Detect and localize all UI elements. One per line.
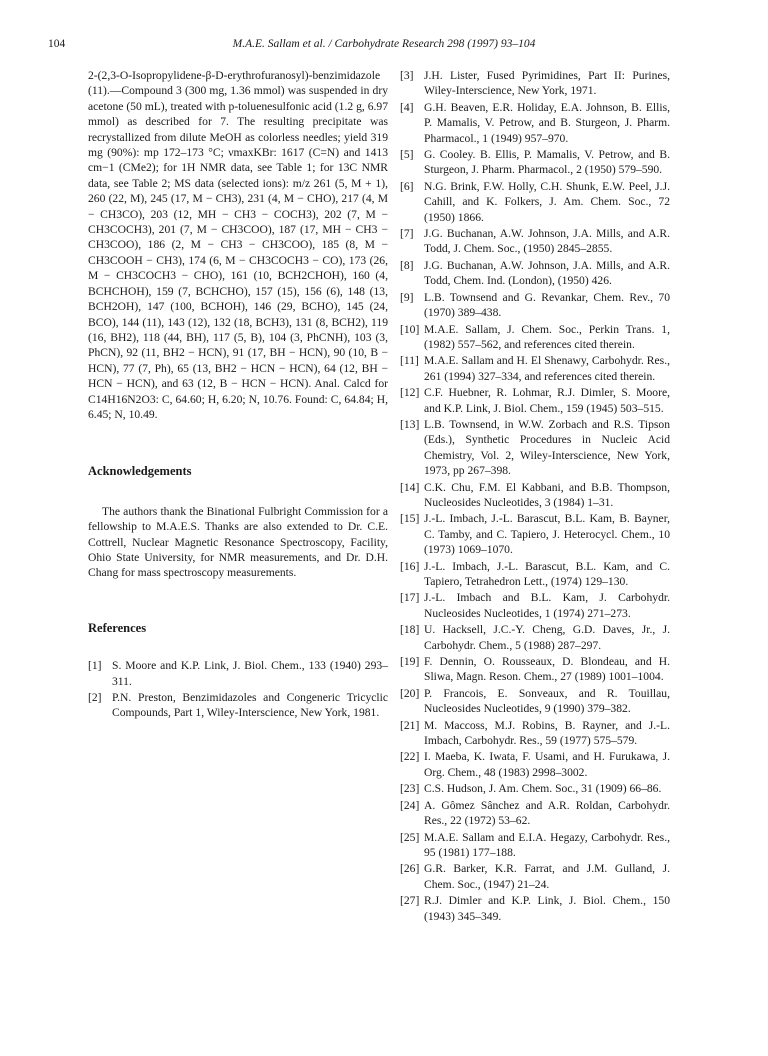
references-heading: References: [88, 620, 147, 635]
reference-item: [88, 658, 388, 689]
reference-number: [12]: [400, 386, 420, 400]
reference-item: [400, 781, 670, 796]
reference-text: M.A.E. Sallam and E.I.A. Hegazy, Carbohydr. Res., 95 (1981) 177–188.: [424, 830, 670, 859]
reference-item: [400, 68, 670, 99]
reference-number: [25]: [400, 830, 420, 844]
reference-number: [13]: [400, 417, 420, 431]
reference-text: P.N. Preston, Benzimidazoles and Congeneric Tricyclic Compounds, Part 1, Wiley-Interscience, New York, 1981.: [112, 691, 388, 720]
reference-number: [1]: [88, 659, 102, 673]
reference-number: [14]: [400, 480, 420, 494]
reference-item: [400, 559, 670, 590]
reference-text: J.-L. Imbach, J.-L. Barascut, B.L. Kam, and C. Tapiero, Tetrahedron Lett., (1974) 129–130.: [424, 559, 670, 588]
reference-item: [400, 353, 670, 384]
reference-item: [400, 718, 670, 749]
reference-number: [10]: [400, 322, 420, 336]
reference-item: [400, 179, 670, 225]
reference-text: M. Maccoss, M.J. Robins, B. Rayner, and J.-L. Imbach, Carbohydr. Res., 59 (1977) 575–579.: [424, 718, 670, 748]
reference-number: [20]: [400, 686, 420, 700]
reference-number: [17]: [400, 591, 420, 605]
left-column: [88, 68, 388, 722]
reference-item: [400, 417, 670, 479]
references-list-right: [400, 68, 670, 924]
reference-text: C.F. Huebner, R. Lohmar, R.J. Dimler, S. Moore, and K.P. Link, J. Biol. Chem., 159 (1945) 503–515.: [424, 386, 670, 415]
reference-number: [18]: [400, 623, 420, 637]
reference-number: [5]: [400, 148, 414, 162]
reference-text: M.A.E. Sallam, J. Chem. Soc., Perkin Trans. 1, (1982) 557–562, and references cited therein.: [424, 322, 670, 351]
reference-item: [400, 147, 670, 178]
page-number: 104: [48, 38, 66, 50]
reference-item: [400, 654, 670, 685]
reference-text: R.J. Dimler and K.P. Link, J. Biol. Chem., 150 (1943) 345–349.: [424, 894, 670, 923]
reference-item: [400, 861, 670, 892]
reference-item: [400, 258, 670, 289]
reference-text: N.G. Brink, F.W. Holly, C.H. Shunk, E.W. Peel, J.J. Cahill, and K. Folkers, J. Am. Chem. Soc., 72 (1950) 1866.: [424, 179, 670, 224]
reference-item: [400, 622, 670, 653]
reference-text: J.-L. Imbach, J.-L. Barascut, B.L. Kam, B. Bayner, C. Tamby, and C. Tapiero, J. Heterocycl. Chem., 10 (1973) 1069–1070.: [424, 512, 670, 557]
reference-item: [400, 590, 670, 621]
reference-item: [400, 798, 670, 829]
reference-number: [7]: [400, 227, 414, 241]
reference-item: [400, 749, 670, 780]
reference-number: [16]: [400, 559, 420, 573]
reference-number: [4]: [400, 100, 414, 114]
reference-text: J.G. Buchanan, A.W. Johnson, J.A. Mills, and A.R. Todd, Chem. Ind. (London), (1950) 426.: [424, 258, 670, 288]
reference-text: J.-L. Imbach and B.L. Kam, J. Carbohydr. Nucleosides Nucleotides, 1 (1974) 271–273.: [424, 591, 670, 620]
reference-number: [15]: [400, 512, 420, 526]
reference-item: [400, 480, 670, 511]
reference-item: [400, 385, 670, 416]
reference-item: [88, 690, 388, 721]
reference-text: S. Moore and K.P. Link, J. Biol. Chem., 133 (1940) 293–311.: [112, 659, 388, 688]
reference-number: [3]: [400, 69, 414, 82]
reference-text: I. Maeba, K. Iwata, F. Usami, and H. Furukawa, J. Org. Chem., 48 (1983) 2998–3002.: [424, 750, 670, 779]
running-header: [48, 38, 720, 56]
reference-number: [2]: [88, 691, 102, 704]
reference-number: [27]: [400, 894, 420, 908]
acknowledgements-text: The authors thank the Binational Fulbright Commission for a fellowship to M.A.E.S. Thanks are also extended to Dr. C.E. Cottrell, Nuclear Magnetic Resonance Spectroscopy, Facility, Ohio State University, for NMR measurements, and Dr. D.H. Chang for mass spectroscopy measurements.: [88, 504, 388, 580]
reference-text: U. Hacksell, J.C.-Y. Cheng, G.D. Daves, Jr., J. Carbohydr. Chem., 5 (1988) 287–297.: [424, 623, 670, 652]
reference-number: [9]: [400, 290, 414, 304]
reference-item: [400, 511, 670, 557]
reference-number: [24]: [400, 798, 420, 812]
reference-text: A. Gômez Sânchez and A.R. Roldan, Carbohydr. Res., 22 (1972) 53–62.: [424, 798, 670, 828]
reference-text: F. Dennin, O. Rousseaux, D. Blondeau, and H. Sliwa, Magn. Reson. Chem., 27 (1989) 1001–1004.: [424, 655, 670, 684]
reference-text: G. Cooley. B. Ellis, P. Mamalis, V. Petrow, and B. Sturgeon, J. Pharm. Pharmacol., 2 (1950) 579–590.: [424, 148, 670, 177]
reference-text: C.S. Hudson, J. Am. Chem. Soc., 31 (1909) 66–86.: [424, 782, 662, 796]
reference-text: L.B. Townsend and G. Revankar, Chem. Rev., 70 (1970) 389–438.: [424, 290, 670, 320]
reference-number: [22]: [400, 750, 420, 764]
running-head: M.A.E. Sallam et al. / Carbohydrate Research 298 (1997) 93–104: [232, 38, 536, 50]
acknowledgements-heading: Acknowledgements: [88, 464, 192, 479]
reference-text: J.G. Buchanan, A.W. Johnson, J.A. Mills, and A.R. Todd, J. Chem. Soc., (1950) 2845–2855.: [424, 227, 670, 256]
reference-text: G.H. Beaven, E.R. Holiday, E.A. Johnson, B. Ellis, P. Mamalis, V. Petrow, and B. Sturgeon, J. Pharm. Pharmacol., 1 (1949) 957–970.: [424, 100, 670, 145]
reference-item: [400, 290, 670, 321]
reference-number: [26]: [400, 862, 420, 876]
reference-number: [21]: [400, 718, 420, 732]
reference-number: [19]: [400, 655, 420, 669]
reference-text: J.H. Lister, Fused Pyrimidines, Part II: Purines, Wiley-Interscience, New York, 1971.: [424, 69, 670, 98]
reference-item: [400, 100, 670, 146]
reference-item: [400, 893, 670, 924]
reference-text: G.R. Barker, K.R. Farrat, and J.M. Gulland, J. Chem. Soc., (1947) 21–24.: [424, 862, 670, 891]
compound-paragraph: 2-(2,3-O-Isopropylidene-β-D-erythrofuranosyl)-benzimidazole (11).—Compound 3 (300 mg, 1.36 mmol) was suspended in dry acetone (50 mL), treated with p-toluenesulfonic acid (1.2 g, 6.97 mmol) as described for 7. The resulting precipitate was recrystallized from dilute MeOH as colorless needles; yield 319 mg (90%): mp 172–173 °C; νmaxKBr: 1617 (C=N) and 1413 cm−1 (CMe2); for 1H NMR data, see Table 1; for 13C NMR data, see Table 2; MS data (selected ions): m/z 261 (5, M + 1), 260 (22, M), 245 (17, M − CH3), 231 (4, M − CHO), 217 (4, M − CH3CO), 203 (12, MH − CH3 − COCH3), 202 (7, M − CH3COCH3), 201 (7, M − CH3COO), 187 (17, MH − CH3 − CH3COO), 186 (2, M − CH3 − CH3COO), 185 (8, M − CH3COOH − CH3), 174 (6, M − CH3COCH3 − CO), 173 (26, M − CH3COCH3 − CHO), 161 (10, BCH2CHOH), 160 (4, BCHCHOH), 159 (7, BCHCHO), 157 (15), 156 (6), 148 (13, BCH2OH), 147 (100, BCHOH), 146 (29, BCHO), 145 (24, BCO), 144 (11), 143 (12), 132 (18, BCH3), 131 (8, BCH2), 119 (16, BH2), 118 (44, BH), 117 (5, B), 104 (3, PhCNH), 103 (3, PhCN), 92 (11, BH2 − HCN), 91 (17, BH − HCN), 90 (10, B − HCN), 77 (7, Ph), 65 (13, BH2 − HCN − HCN), 64 (12, BH − HCN − HCN), and 63 (12, B − HCN − HCN). Anal. Calcd for C14H16N2O3: C, 64.60; H, 6.20; N, 10.76. Found: C, 64.84; H, 6.45; N, 10.49.: [88, 69, 388, 421]
reference-item: [400, 226, 670, 257]
reference-number: [11]: [400, 354, 419, 368]
reference-item: [400, 322, 670, 353]
reference-text: M.A.E. Sallam and H. El Shenawy, Carbohydr. Res., 261 (1994) 327–334, and references cited therein.: [424, 354, 670, 383]
reference-text: C.K. Chu, F.M. El Kabbani, and B.B. Thompson, Nucleosides Nucleotides, 3 (1984) 1–31.: [424, 480, 670, 509]
reference-number: [6]: [400, 179, 414, 193]
reference-item: [400, 830, 670, 861]
right-column: [400, 68, 670, 925]
reference-text: P. Francois, E. Sonveaux, and R. Touillau, Nucleosides Nucleotides, 9 (1990) 379–382.: [424, 686, 670, 716]
references-list-left: [88, 658, 388, 721]
reference-number: [23]: [400, 782, 420, 796]
reference-item: [400, 686, 670, 717]
reference-text: L.B. Townsend, in W.W. Zorbach and R.S. Tipson (Eds.), Synthetic Procedures in Nucleic Acid Chemistry, Vol. 2, Wiley-Interscience, New York, 1973, pp 267–398.: [424, 417, 670, 478]
reference-number: [8]: [400, 258, 414, 272]
